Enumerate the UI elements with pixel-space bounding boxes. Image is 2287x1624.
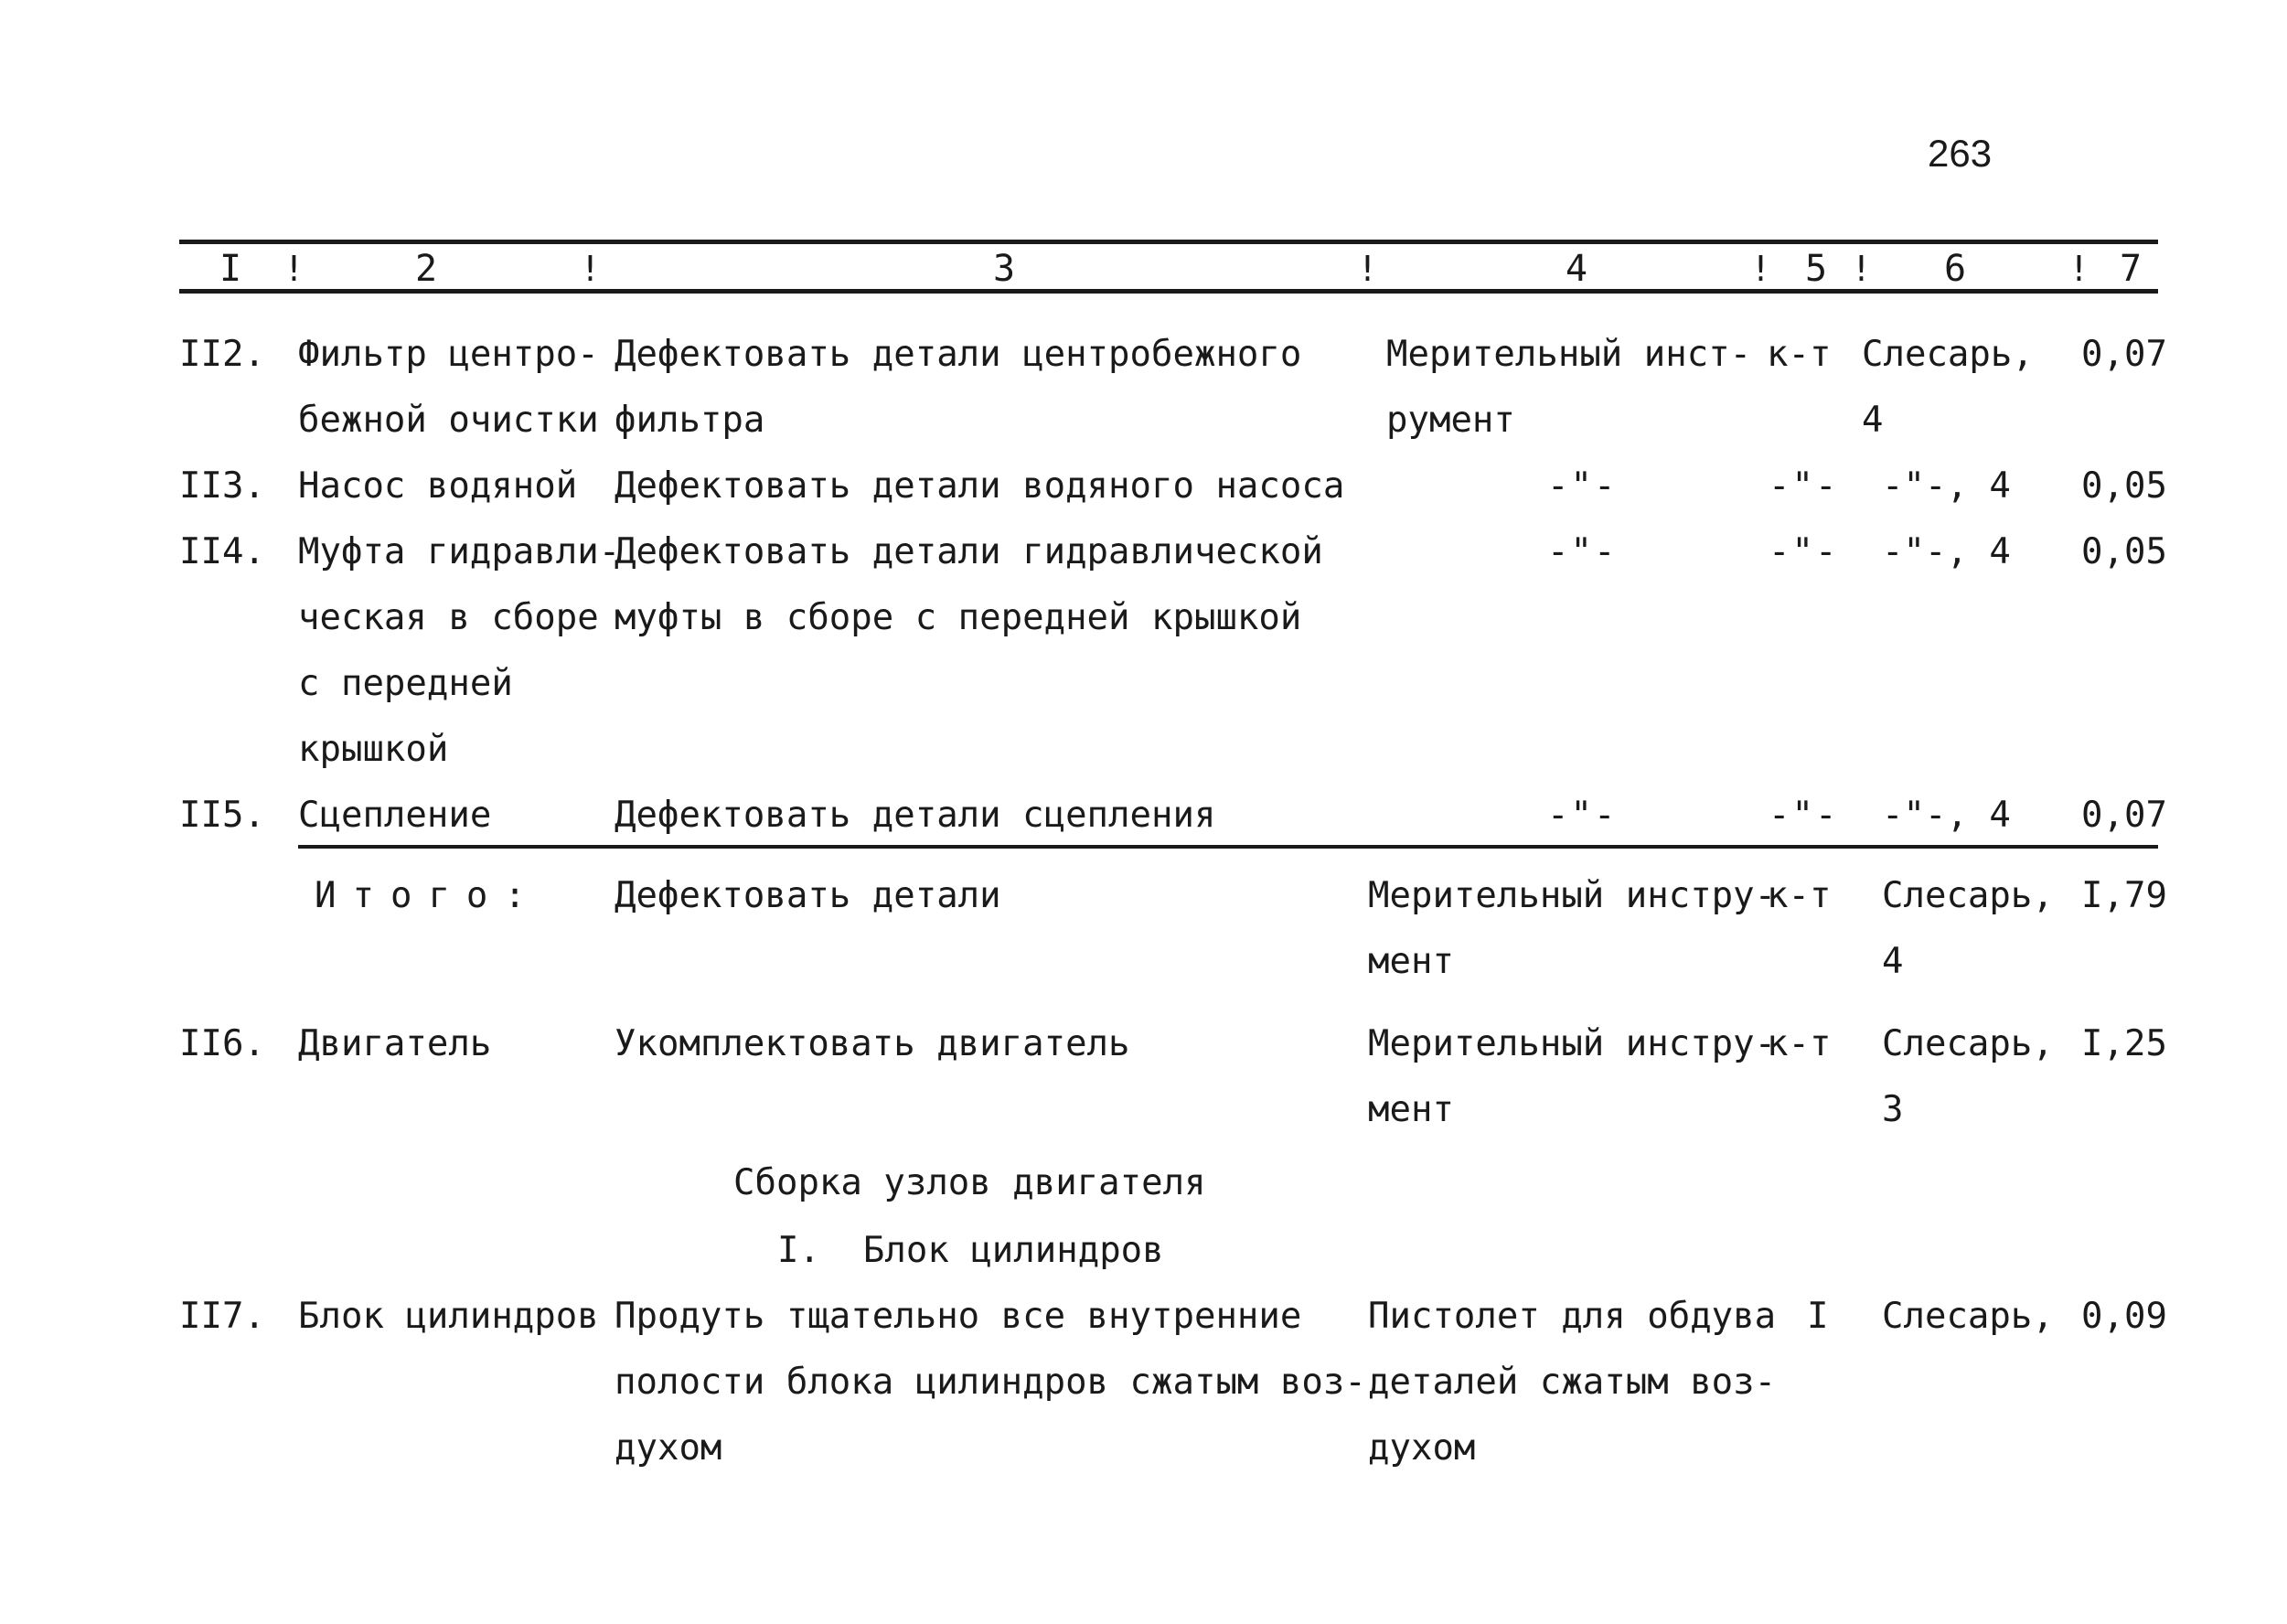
row-worker: -"-, 4 [1882, 465, 2011, 507]
row-tool: мент [1368, 1089, 1454, 1130]
row-time: 0,07 [2081, 334, 2167, 375]
header-separator: ! [283, 249, 305, 289]
row-name: Блок цилиндров [298, 1296, 599, 1337]
row-operation: Дефектовать детали гидравлической [614, 531, 1323, 572]
header-col-2: 2 [415, 248, 438, 290]
total-tool: Мерительный инстру- [1368, 875, 1777, 916]
row-tool: деталей сжатым воз- [1368, 1362, 1777, 1403]
row-name: Фильтр центро- [298, 334, 599, 375]
header-separator: ! [2068, 249, 2089, 289]
row-tool: Мерительный инст- [1386, 334, 1752, 375]
row-worker: -"-, 4 [1882, 531, 2011, 572]
page-number: 263 [1928, 132, 1993, 175]
row-name: с передней [298, 663, 513, 704]
row-quantity-ditto: -"- [1769, 795, 1839, 836]
row-name: Муфта гидравли- [298, 531, 621, 572]
total-tool: мент [1368, 941, 1454, 982]
row-number: II4. [179, 531, 265, 572]
row-operation: духом [614, 1427, 722, 1469]
row-number: II2. [179, 334, 265, 375]
row-number: II5. [179, 795, 265, 836]
row-time: 0,05 [2081, 465, 2167, 507]
row-time: 0,09 [2081, 1296, 2167, 1337]
row-tool-ditto: -"- [1547, 795, 1618, 836]
row-time: 0,07 [2081, 795, 2167, 836]
row-worker: 4 [1862, 400, 1884, 441]
row-tool-ditto: -"- [1547, 531, 1618, 572]
total-worker: 4 [1882, 941, 1904, 982]
total-time: I,79 [2081, 875, 2167, 916]
row-name: ческая в сборе [298, 597, 599, 638]
row-name: Насос водяной [298, 465, 578, 507]
row-time: 0,05 [2081, 531, 2167, 572]
header-separator: ! [1851, 249, 1872, 289]
section-title: Сборка узлов двигателя [733, 1162, 1206, 1203]
row-name: крышкой [298, 729, 449, 770]
header-col-6: 6 [1944, 248, 1967, 290]
row-tool-ditto: -"- [1547, 465, 1618, 507]
row-operation: полости блока цилиндров сжатым воз- [614, 1362, 1366, 1403]
row-name: бежной очистки [298, 400, 599, 441]
row-operation: Дефектовать детали водяного насоса [614, 465, 1345, 507]
header-col-5: 5 [1805, 248, 1828, 290]
header-col-7: 7 [2120, 248, 2143, 290]
row-tool: Пистолет для обдува [1368, 1296, 1777, 1337]
row-operation: Дефектовать детали центробежного [614, 334, 1302, 375]
header-separator: ! [1750, 249, 1771, 289]
header-col-3: 3 [993, 248, 1016, 290]
row-worker: Слесарь, [1882, 1296, 2054, 1337]
row-quantity-ditto: -"- [1769, 531, 1839, 572]
total-quantity: к-т [1767, 875, 1832, 916]
total-rule [298, 845, 2158, 849]
row-worker: Слесарь, [1862, 334, 2034, 375]
total-worker: Слесарь, [1882, 875, 2054, 916]
row-operation: Продуть тщательно все внутренние [614, 1296, 1302, 1337]
row-operation: Дефектовать детали сцепления [614, 795, 1216, 836]
row-operation: фильтра [614, 400, 765, 441]
row-quantity: I [1807, 1296, 1829, 1337]
total-operation: Дефектовать детали [614, 875, 1001, 916]
header-separator: ! [580, 249, 601, 289]
row-tool: румент [1386, 400, 1515, 441]
row-worker: Слесарь, [1882, 1023, 2054, 1064]
row-number: II6. [179, 1023, 265, 1064]
row-tool: Мерительный инстру- [1368, 1023, 1777, 1064]
row-tool: духом [1368, 1427, 1476, 1469]
row-operation: Укомплектовать двигатель [614, 1023, 1130, 1064]
row-time: I,25 [2081, 1023, 2167, 1064]
row-worker: 3 [1882, 1089, 1904, 1130]
header-col-1: I [219, 248, 242, 290]
total-label: Итого: [315, 875, 542, 916]
row-quantity: к-т [1767, 1023, 1832, 1064]
row-number: II3. [179, 465, 265, 507]
row-name: Двигатель [298, 1023, 492, 1064]
row-worker: -"-, 4 [1882, 795, 2011, 836]
row-quantity: к-т [1767, 334, 1832, 375]
row-operation: муфты в сборе с передней крышкой [614, 597, 1302, 638]
header-separator: ! [1357, 249, 1378, 289]
row-number: II7. [179, 1296, 265, 1337]
row-name: Сцепление [298, 795, 492, 836]
header-top-rule [179, 240, 2158, 244]
row-quantity-ditto: -"- [1769, 465, 1839, 507]
header-col-4: 4 [1566, 248, 1588, 290]
subsection-title: I. Блок цилиндров [777, 1230, 1164, 1271]
